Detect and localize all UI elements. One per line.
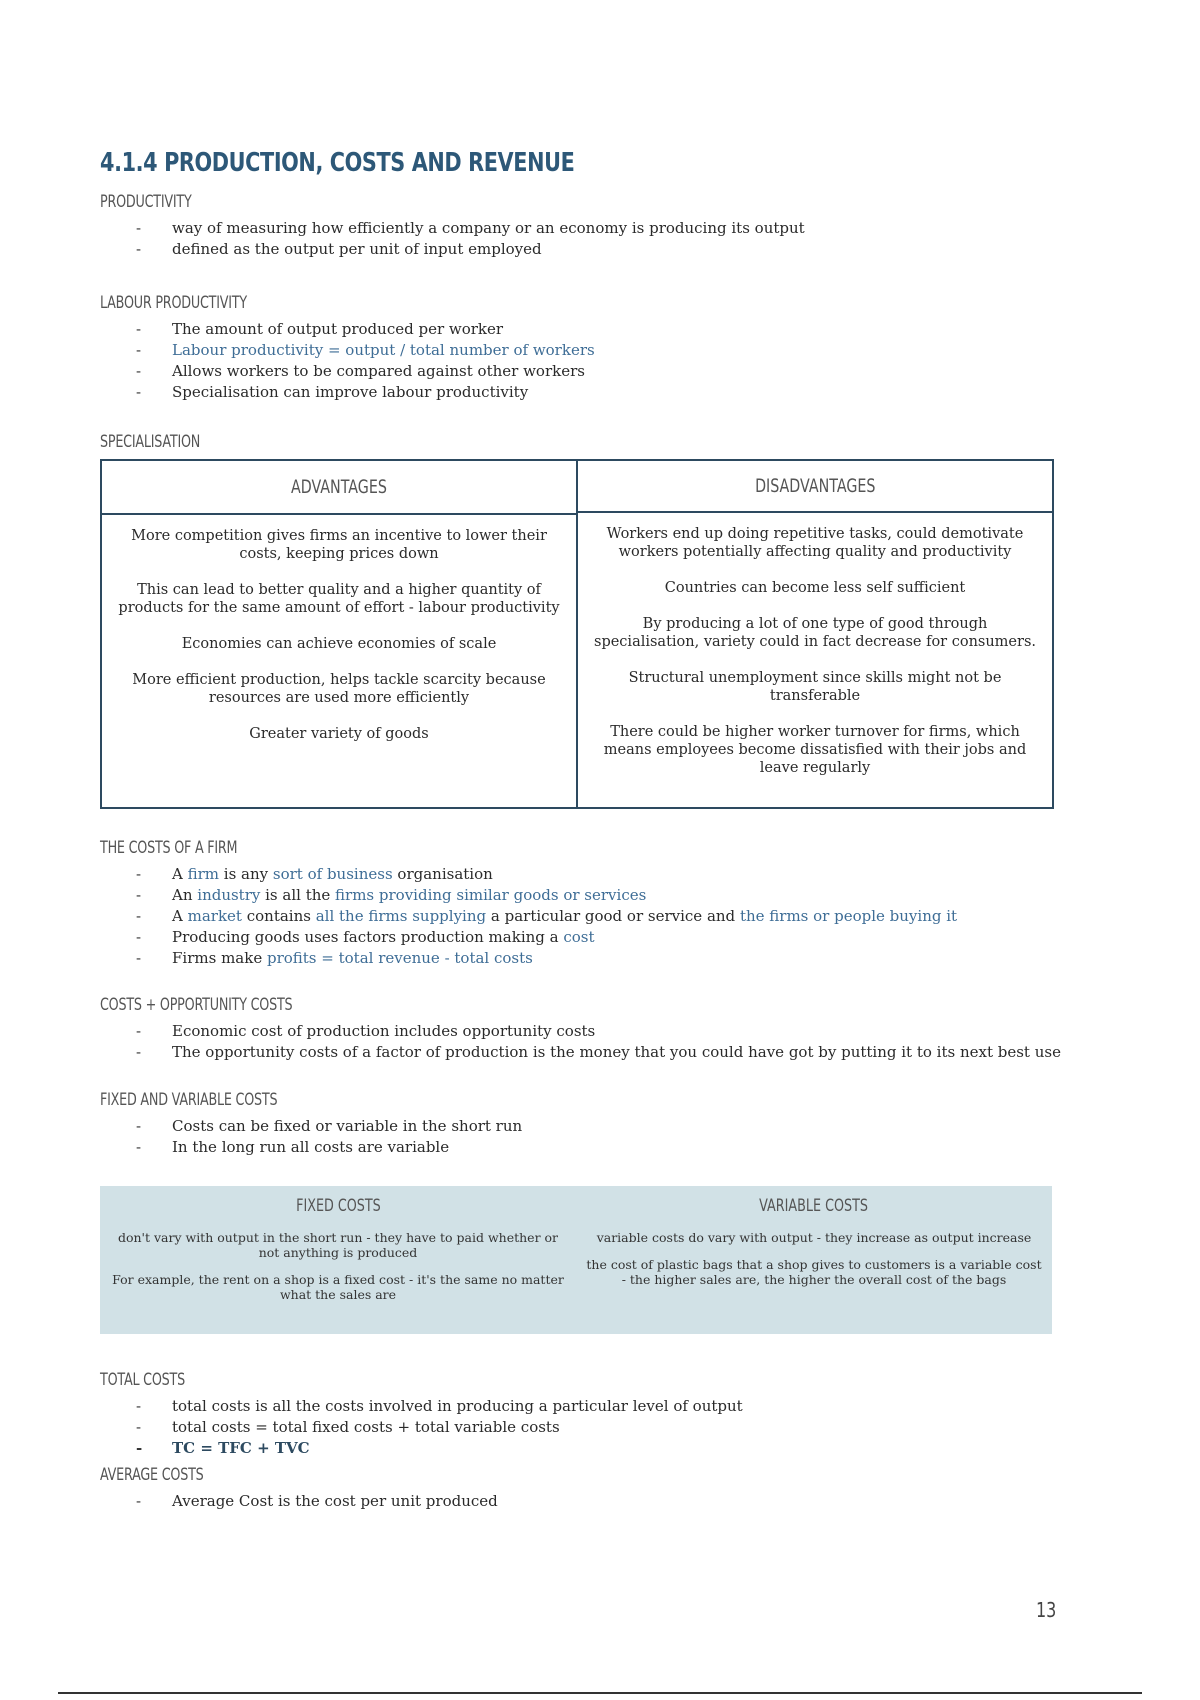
specialisation-table xyxy=(100,459,1054,809)
section-heading: AVERAGE COSTS xyxy=(100,1465,204,1485)
opportunity-costs-section xyxy=(100,995,1100,1063)
fixed-cost-text: don't vary with output in the short run - they have to paid whether or not anything is produced xyxy=(117,1230,559,1260)
section-heading: THE COSTS OF A FIRM xyxy=(100,838,238,858)
bullet-list xyxy=(100,864,1100,969)
advantage-item: Economies can achieve economies of scale xyxy=(181,636,497,652)
fixed-variable-section xyxy=(100,1090,1100,1158)
list-item: - Average Cost is the cost per unit produced xyxy=(100,1491,1100,1512)
text-run: A xyxy=(172,907,188,925)
bullet-list xyxy=(100,1491,1100,1512)
section-heading: FIXED AND VARIABLE COSTS xyxy=(100,1090,278,1110)
highlight-term: all the firms supplying xyxy=(315,907,487,925)
highlight-term: profits = total revenue - total costs xyxy=(266,949,533,967)
list-item: - The amount of output produced per worker xyxy=(100,319,1100,340)
text-run: An xyxy=(172,886,198,904)
section-heading: SPECIALISATION xyxy=(100,432,201,452)
text-run: a particular good or service and xyxy=(486,907,740,925)
list-item: - way of measuring how efficiently a company or an economy is producing its output xyxy=(100,218,1100,239)
bullet-list xyxy=(100,218,1100,260)
list-item xyxy=(100,885,1100,906)
bullet-list xyxy=(100,1116,1100,1158)
highlight-term: industry xyxy=(197,886,261,904)
text-run: organisation xyxy=(392,865,493,883)
disadvantages-label: DISADVANTAGES xyxy=(754,475,876,497)
advantage-item: More competition gives firms an incentive to lower their costs, keeping prices down xyxy=(131,528,547,562)
list-item: - In the long run all costs are variable xyxy=(100,1137,1100,1158)
section-heading: LABOUR PRODUCTIVITY xyxy=(100,293,247,313)
disadvantage-item: Structural unemployment since skills might not be transferable xyxy=(628,670,1002,704)
bullet-list xyxy=(100,1021,1100,1063)
disadvantages-column xyxy=(576,461,1052,807)
average-costs-section xyxy=(100,1465,1100,1512)
table-header xyxy=(578,461,1052,513)
text-run: Firms make xyxy=(172,949,267,967)
firm-costs-section xyxy=(100,838,1100,969)
bullet-list xyxy=(100,1396,1100,1459)
highlight-term: cost xyxy=(563,928,595,946)
fixed-costs-label: FIXED COSTS xyxy=(295,1196,381,1216)
advantages-label: ADVANTAGES xyxy=(291,476,387,498)
fixed-cost-text: For example, the rent on a shop is a fixed cost - it's the same no matter what the sales are xyxy=(112,1272,564,1302)
highlight-term: market xyxy=(187,907,242,925)
variable-costs-label: VARIABLE COSTS xyxy=(759,1196,869,1216)
list-item: - Costs can be fixed or variable in the short run xyxy=(100,1116,1100,1137)
section-heading: PRODUCTIVITY xyxy=(100,192,192,212)
productivity-section xyxy=(100,192,1100,260)
list-item: - total costs = total fixed costs + total variable costs xyxy=(100,1417,1100,1438)
text-run: contains xyxy=(241,907,316,925)
fixed-variable-box xyxy=(100,1186,1052,1334)
bullet-list xyxy=(100,319,1100,403)
advantage-item: This can lead to better quality and a higher quantity of products for the same amount of effort - labour productivity xyxy=(118,582,560,616)
highlight-term: firms providing similar goods or services xyxy=(335,886,647,904)
variable-costs-column xyxy=(576,1186,1052,1334)
advantages-column xyxy=(102,461,576,807)
section-heading: TOTAL COSTS xyxy=(100,1370,185,1390)
list-item: - total costs is all the costs involved in producing a particular level of output xyxy=(100,1396,1100,1417)
list-item: - Economic cost of production includes opportunity costs xyxy=(100,1021,1100,1042)
variable-cost-text: variable costs do vary with output - they increase as output increase xyxy=(596,1230,1032,1245)
list-item: - defined as the output per unit of input employed xyxy=(100,239,1100,260)
highlight-term: sort of business xyxy=(272,865,393,883)
disadvantage-item: By producing a lot of one type of good through specialisation, variety could in fact decrease for consumers. xyxy=(594,616,1036,650)
list-item xyxy=(100,906,1100,927)
fixed-costs-column xyxy=(100,1186,576,1334)
list-item: - The opportunity costs of a factor of production is the money that you could have got by putting it to its next best use xyxy=(100,1042,1100,1063)
table-header xyxy=(102,461,576,515)
list-item xyxy=(100,864,1100,885)
advantage-item: More efficient production, helps tackle scarcity because resources are used more efficiently xyxy=(132,672,546,706)
page-title: 4.1.4 PRODUCTION, COSTS AND REVENUE xyxy=(100,148,575,178)
list-item xyxy=(100,948,1100,969)
labour-productivity-section xyxy=(100,293,1100,403)
text-run: is all the xyxy=(260,886,336,904)
table-cell xyxy=(102,515,576,773)
total-costs-section xyxy=(100,1370,1100,1459)
disadvantage-item: Countries can become less self sufficient xyxy=(664,580,966,596)
formula-item: - TC = TFC + TVC xyxy=(100,1438,1100,1459)
text-run: is any xyxy=(219,865,273,883)
column-heading xyxy=(576,1196,1052,1216)
list-item: - Allows workers to be compared against other workers xyxy=(100,361,1100,382)
specialisation-section xyxy=(100,432,1100,458)
list-item: - Labour productivity = output / total number of workers xyxy=(100,340,1100,361)
text-run: Producing goods uses factors production making a xyxy=(172,928,564,946)
table-cell xyxy=(578,513,1052,807)
disadvantage-item: Workers end up doing repetitive tasks, could demotivate workers potentially affecting quality and productivity xyxy=(606,526,1024,560)
advantage-item: Greater variety of goods xyxy=(249,726,429,742)
text-run: A xyxy=(172,865,188,883)
highlight-term: the firms or people buying it xyxy=(739,907,958,925)
column-heading xyxy=(100,1196,576,1216)
disadvantage-item: There could be higher worker turnover for firms, which means employees become dissatisfied with their jobs and leave regularly xyxy=(603,724,1027,776)
bottom-rule xyxy=(58,1692,1142,1694)
page-number: 13 xyxy=(1036,1598,1057,1622)
list-item: - Specialisation can improve labour productivity xyxy=(100,382,1100,403)
highlight-term: firm xyxy=(187,865,220,883)
list-item xyxy=(100,927,1100,948)
variable-cost-text: the cost of plastic bags that a shop gives to customers is a variable cost - the higher sales are, the higher the overall cost of the bags xyxy=(586,1257,1042,1287)
section-heading: COSTS + OPPORTUNITY COSTS xyxy=(100,995,293,1015)
